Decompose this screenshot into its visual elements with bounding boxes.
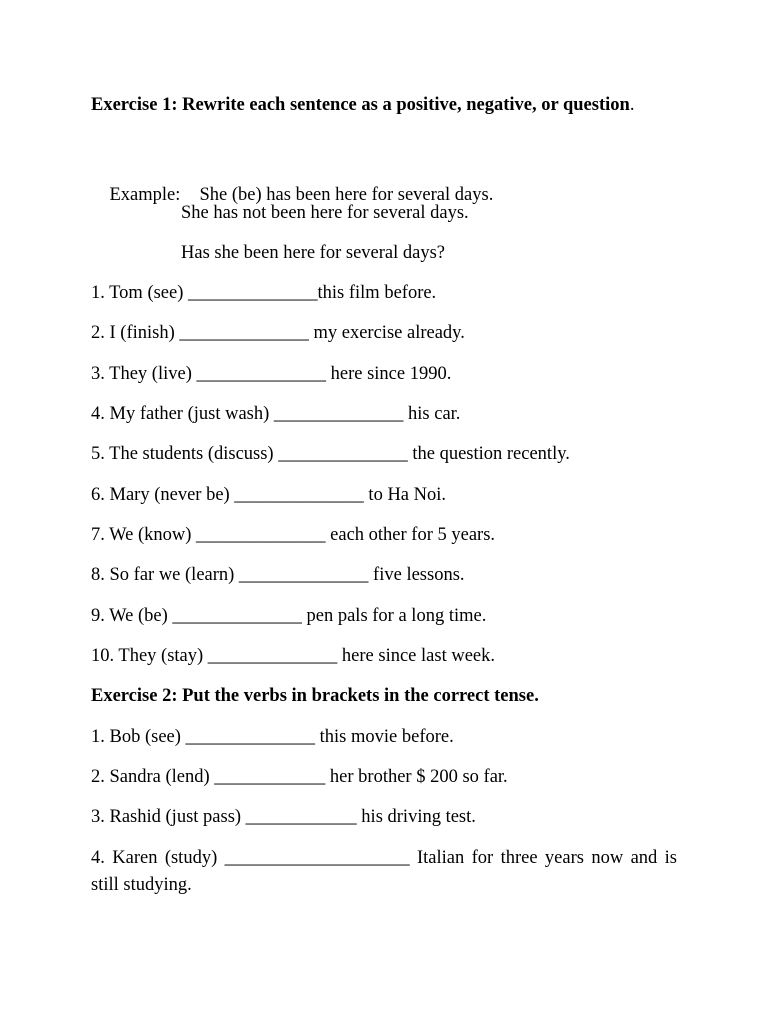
exercise-1-item-1: 1. Tom (see) ______________this film before. bbox=[91, 283, 437, 303]
exercise-2-item-3: 3. Rashid (just pass) ____________ his driving test. bbox=[91, 807, 476, 827]
example-sentence-2: She has not been here for several days. bbox=[181, 203, 469, 223]
exercise-1-heading-text: Exercise 1: Rewrite each sentence as a positive, negative, or question bbox=[91, 95, 630, 115]
exercise-1-heading-period: . bbox=[629, 95, 635, 115]
exercise-1-item-6: 6. Mary (never be) ______________ to Ha Noi. bbox=[91, 485, 447, 505]
exercise-2-item-4: 4. Karen (study) ____________________ Italian for three years now and is still studying. bbox=[91, 848, 677, 895]
exercise-1-item-2: 2. I (finish) ______________ my exercise already. bbox=[91, 323, 465, 343]
example-sentence-1: She (be) has been here for several days. bbox=[199, 185, 494, 205]
exercise-1-item-3: 3. They (live) ______________ here since 1990. bbox=[91, 364, 452, 384]
exercise-1-heading bbox=[91, 92, 677, 119]
exercise-2-item-2: 2. Sandra (lend) ____________ her brother $ 200 so far. bbox=[91, 767, 508, 787]
example-label: Example: bbox=[109, 185, 181, 205]
exercise-1-item-7: 7. We (know) ______________ each other for 5 years. bbox=[91, 525, 496, 545]
exercise-2-item-1: 1. Bob (see) ______________ this movie before. bbox=[91, 727, 454, 747]
exercise-1-item-9: 9. We (be) ______________ pen pals for a long time. bbox=[91, 606, 487, 626]
exercise-1-item-5: 5. The students (discuss) ______________ the question recently. bbox=[91, 444, 570, 464]
exercise-1-item-8: 8. So far we (learn) ______________ five lessons. bbox=[91, 565, 465, 585]
example-sentence-3: Has she been here for several days? bbox=[181, 243, 446, 263]
exercise-1-item-4: 4. My father (just wash) ______________ his car. bbox=[91, 404, 461, 424]
exercise-1-item-10: 10. They (stay) ______________ here since last week. bbox=[91, 646, 495, 666]
exercise-2-heading: Exercise 2: Put the verbs in brackets in the correct tense. bbox=[91, 686, 539, 706]
